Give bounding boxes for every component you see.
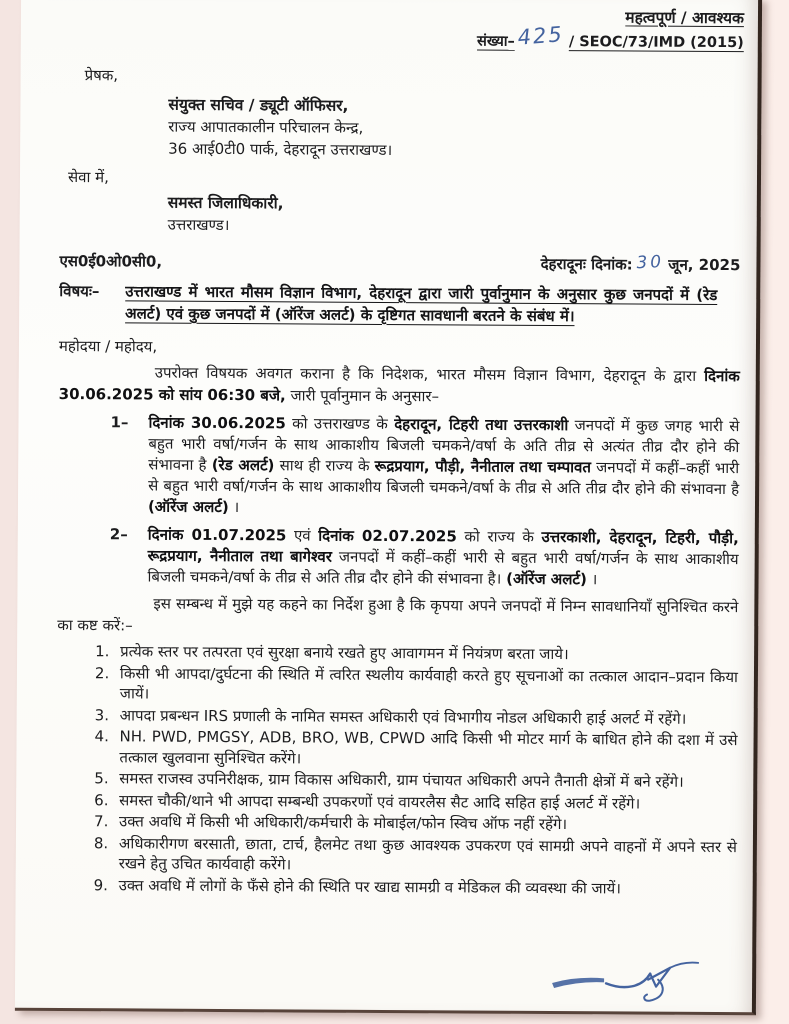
place-date-line: देहरादूनः दिनांक: 30 जून, 2025 [540, 251, 741, 275]
salutation: महोदया / महोदय, [58, 336, 158, 356]
precaution-text: NH. PWD, PMGSY, ADB, BRO, WB, CPWD आदि किसी भी मोटर मार्ग के बाधित होने की दशा में उसे तत्काल खुलवाना सुनिश्चित करेंगे। [119, 727, 738, 767]
subject-text: उत्तराखण्ड में भारत मौसम विज्ञान विभाग, देहरादून द्वारा जारी पुर्वानुमान के अनुसार कुछ जनपदों में (रेड अलर्ट) एवं कुछ जनपदों में (ऑरेंज अलर्ट) के दृष्टिगत सावधानी बरतने के संबंध में। [125, 282, 718, 325]
sender-line: संयुक्त सचिव / ड्यूटी ऑफिसर, [168, 95, 349, 115]
reference-date-row [59, 251, 740, 275]
forecast-point [57, 524, 738, 591]
point-text: दिनांक 30.06.2025 को उत्तराखण्ड के देहरादून, टिहरी तथा उत्तरकाशी जनपदों में कुछ जगह भारी से बहुत भारी वर्षा/गर्जन के साथ आकाशीय बिजली चमकने/वर्षा के अति तीव्र से अत्यंत तीव्र दौर होने की संभावना है (रेड अलर्ट) साथ ही राज्य के रूद्रप्रयाग, पौड़ी, नैनीताल तथा चम्पावत जनपदों में कहीं–कहीं भारी से बहुत भारी वर्षा/गर्जन के साथ आकाशीय बिजली चमकने/वर्षा के तीव्र से अति तीव्र दौर होने की संभावना है (ऑरेंज अलर्ट) । [147, 413, 740, 517]
header-right-block [477, 6, 744, 55]
precaution-item [94, 790, 737, 814]
intro-paragraph: उपरोक्त विषयक अवगत कराना है कि निदेशक, भारत मौसम विज्ञान विभाग, देहरादून के द्वारा दिनांक 30.06.2025 को सांय 06:30 बजे, जारी पूर्वानुमान के अनुसार– [58, 363, 740, 406]
recipient-line: उत्तराखण्ड। [167, 215, 230, 235]
point-number: 1– [110, 413, 129, 432]
reference-number-line [477, 22, 744, 55]
point-text: दिनांक 01.07.2025 एवं दिनांक 02.07.2025 को राज्य के उत्तरकाशी, देहरादून, टिहरी, पौड़ी, रूद्रप्रयाग, नैनीताल तथा बागेश्वर जनपदों में कहीं–कहीं भारी से बहुत भारी वर्षा/गर्जन के साथ आकाशीय बिजली चमकने/वर्षा के तीव्र से अति तीव्र दौर होने की संभावना है। (ऑरेंज अलर्ट) । [147, 525, 739, 589]
signature-scribble [546, 953, 706, 1004]
precaution-number: 1. [95, 642, 110, 661]
precaution-item [95, 641, 738, 665]
precaution-number: 2. [94, 663, 110, 682]
precaution-item [95, 663, 738, 708]
precaution-list [56, 641, 739, 899]
instruction-paragraph: इस सम्बन्ध में मुझे यह कहने का निर्देश हुआ है कि कृपया अपने जनपदों में निम्न सावधानियाँ सुनिश्चित करने का कष्ट करें:– [57, 594, 739, 635]
precaution-number: 4. [94, 727, 109, 746]
precaution-text: उक्त अवधि में किसी भी अधिकारी/कर्मचारी के मोबाईल/फोन स्विच ऑफ नहीं रहेंगे। [119, 812, 568, 834]
precaution-item [94, 726, 737, 771]
precaution-text: किसी भी आपदा/दुर्घटना की स्थिति में त्वरित स्थलीय कार्यवाही करते हुए सूचनाओं का तत्काल आदान–प्रदान किया जायें। [119, 663, 739, 703]
precaution-item [94, 768, 737, 792]
precaution-number: 9. [93, 875, 109, 894]
point-number: 2– [109, 525, 128, 544]
letter-document [15, 0, 762, 1015]
precaution-number: 7. [94, 812, 109, 831]
importance-note: महत्वपूर्ण / आवश्यक [625, 8, 745, 28]
precaution-item [94, 875, 737, 899]
precaution-text: प्रत्येक स्तर पर तत्परता एवं सुरक्षा बनाये रखते हुए आवागमन में नियंत्रण बरता जाये। [120, 642, 569, 664]
sender-address [168, 94, 741, 163]
precaution-number: 6. [94, 790, 109, 809]
subject-block [59, 281, 740, 328]
ref-prefix: संख्या– [477, 33, 515, 50]
sender-line: राज्य आपातकालीन परिचालन केन्द्र, [168, 117, 364, 137]
precaution-text: समस्त राजस्व उपनिरीक्षक, ग्राम विकास अधिकारी, ग्राम पंचायत अधिकारी अपने तैनाती क्षेत्रों में बने रहेंगे। [119, 769, 684, 791]
precaution-text: आपदा प्रबन्धन IRS प्रणाली के नामित समस्त अधिकारी एवं विभागीय नोडल अधिकारी हाई अलर्ट में रहेंगे। [119, 705, 687, 728]
seoc-abbreviation: एस0ई0ओ0सी0, [59, 251, 163, 271]
ref-suffix: / SEOC/73/IMD (2015) [568, 34, 744, 52]
precaution-item [94, 833, 737, 878]
precaution-number: 8. [93, 833, 109, 852]
sender-label: प्रेषक, [84, 66, 119, 85]
precaution-text: उक्त अवधि में लोगों के फँसे होने की स्थिति पर खाद्य सामग्री व मेडिकल की व्यवस्था की जायें। [118, 875, 621, 897]
precaution-text: समस्त चौकी/थाने भी आपदा सम्बन्धी उपकरणों एवं वायरलैस सैट आदि सहित हाई अलर्ट में रहेंगे। [119, 790, 641, 813]
handwritten-date: 30 [636, 251, 665, 274]
recipient-address [168, 192, 741, 239]
precaution-number: 3. [94, 705, 110, 724]
sender-line: 36 आई0टी0 पार्क, देहरादून उत्तराखण्ड। [168, 139, 393, 160]
precaution-item [95, 705, 738, 729]
precaution-text: अधिकारीगण बरसाती, छाता, टार्च, हैलमेट तथा कुछ आवश्यक उपकरण एवं सामग्री अपने वाहनों में अपने स्तर से रखने हेतु उचित कार्यवाही करेंगे। [118, 833, 737, 874]
handwritten-ref-number: 425 [516, 22, 565, 50]
precaution-number: 5. [94, 769, 109, 788]
recipient-label: सेवा में, [67, 168, 109, 187]
recipient-line: समस्त जिलाधिकारी, [167, 193, 284, 213]
subject-label: विषयः– [59, 281, 100, 301]
precaution-item [94, 811, 737, 835]
forecast-point [58, 412, 740, 521]
